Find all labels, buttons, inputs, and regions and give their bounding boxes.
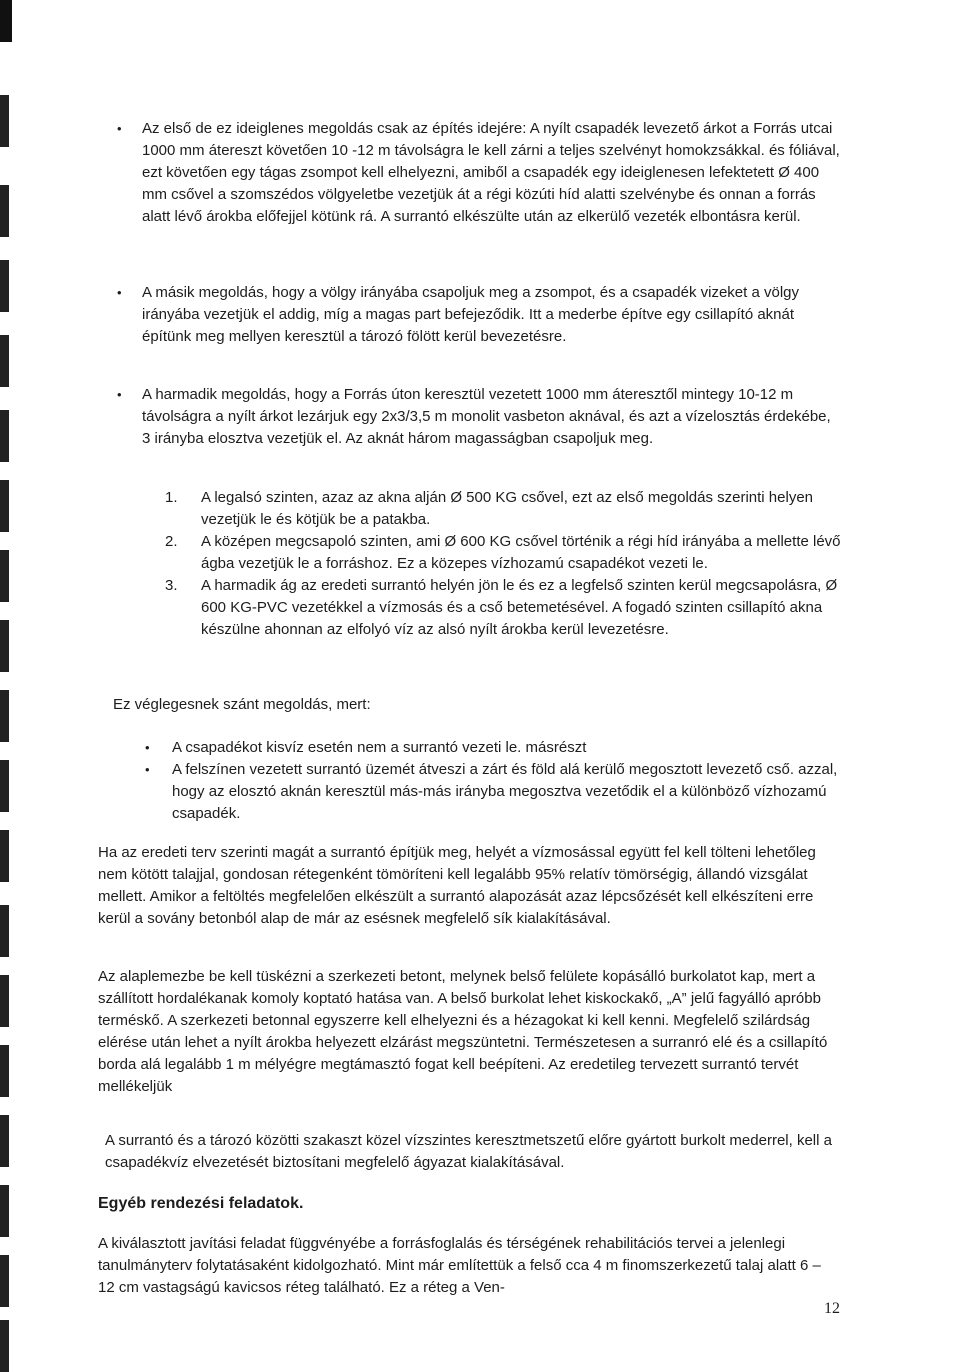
bullet-icon: • <box>145 762 150 777</box>
numbered-item-3 <box>165 575 845 641</box>
binding-mark <box>0 185 9 237</box>
binding-mark <box>0 1185 9 1237</box>
binding-mark <box>0 335 9 387</box>
item-text: A harmadik ág az eredeti surrantó helyén jön le és ez a legfelső szinten kerül megcsapolásra, Ø 600 KG-PVC vezetékkel a vízmosás és a cső betemetésével. A fogadó szinten csillapító akna készülne ahonnan az elfolyó víz az alsó nyílt árokba kerül levezetésre. <box>201 577 838 638</box>
bullet-icon: • <box>117 387 122 402</box>
binding-mark <box>0 1115 9 1167</box>
body-paragraph-4: A kiválasztott javítási feladat függvényébe a forrásfoglalás és térségének rehabilitációs tervei a jelenlegi tanulmányterv folytatásaként kidolgozható. Mint már említettük a felső cca 4 m finomszerkezetű talaj alatt 6 – 12 cm vastagságú kavicsos réteg található. Ez a réteg a Ven- <box>98 1235 821 1296</box>
binding-mark <box>0 830 9 882</box>
binding-mark <box>0 410 9 462</box>
binding-mark <box>0 260 9 312</box>
bullet-icon: • <box>117 285 122 300</box>
binding-mark <box>0 620 9 672</box>
bullet-text: A felszínen vezetett surrantó üzemét átveszi a zárt és föld alá kerülő megosztott levezető cső. azzal, hogy az elosztó aknán keresztül más-más irányba megosztva vezetődik el a különböző vízhozamú csapadék. <box>172 761 838 822</box>
binding-mark <box>0 690 9 742</box>
bullet-icon: • <box>145 740 150 755</box>
bullet-text: A másik megoldás, hogy a völgy irányába csapoljuk meg a zsompot, és a csapadék vizeket a völgy irányába vezetjük el addig, míg a magas part befejeződik. Itt a mederbe építve egy csillapító aknát építünk meg mellyen keresztül a tározó fölött kerül bevezetésre. <box>142 284 800 345</box>
binding-edge <box>0 0 12 1363</box>
numbered-item-2 <box>165 531 845 575</box>
item-number: 1. <box>165 489 178 506</box>
bullet-item-2 <box>117 282 840 348</box>
binding-mark <box>0 1255 9 1307</box>
binding-mark <box>0 975 9 1027</box>
final-intro-text: Ez véglegesnek szánt megoldás, mert: <box>113 696 371 713</box>
binding-mark <box>0 550 9 602</box>
item-text: A középen megcsapoló szinten, ami Ø 600 KG csővel történik a régi híd irányába a mellette lévő ágba vezetjük le a forráshoz. Ez a közepes vízhozamú csapadékot vezeti le. <box>201 533 841 572</box>
binding-mark <box>0 480 9 532</box>
body-paragraph-2: Az alaplemezbe be kell tüskézni a szerkezeti betont, melynek belső felülete kopásálló burkolatot kap, mert a szállított hordalékanak komoly koptató hatása van. A belső burkolat lehet kiskockakő, „A” jelű fagyálló apróbb terméskő. A szerkezeti betonnal egyszerre kell elhelyezni és a hézagokat ki kell kenni. Megfelelő szilárdság elérése után lehet a nyílt árokba helyezett elzárást megszüntetni. Természetesen a surranró elé és a csillapító borda alá legalább 1 m mélyégre megtámasztó fogat kell beépíteni. Az eredetileg tervezett surrantó tervét mellékeljük <box>98 968 828 1095</box>
page-number: 12 <box>824 1300 840 1317</box>
item-number: 3. <box>165 577 178 594</box>
numbered-list <box>165 487 845 641</box>
body-paragraph-1: Ha az eredeti terv szerinti magát a surrantó építjük meg, helyét a vízmosással együtt fel kell tölteni lehetőleg nem kötött talajjal, gondosan rétegenként tömöríteni kell legalább 95% relatív tömörségig, állandó vizsgálat mellett. Amikor a feltöltés megfelelően elkészült a surrantó alapozását azaz lépcsőzését kell elkészíteni erre kerül a sovány betonból alap de már az esésnek megfelelő sík kialakításával. <box>98 844 816 927</box>
section-heading: Egyéb rendezési feladatok. <box>98 1195 304 1212</box>
binding-mark <box>0 905 9 957</box>
body-paragraph-3: A surrantó és a tározó közötti szakaszt közel vízszintes keresztmetszetű előre gyártott burkolt mederrel, kell a csapadékvíz elvezetését biztosítani megfelelő ágyazat kialakításával. <box>105 1132 832 1171</box>
item-text: A legalsó szinten, azaz az akna alján Ø 500 KG csővel, ezt az első megoldás szerinti helyen vezetjük le és kötjük be a patakba. <box>201 489 814 528</box>
binding-mark <box>0 1045 9 1097</box>
bullet-text: A csapadékot kisvíz esetén nem a surrantó vezeti le. másrészt <box>172 739 587 756</box>
bullet-item-3 <box>117 384 840 450</box>
final-bullet-2 <box>145 759 838 825</box>
binding-mark <box>0 95 9 147</box>
item-number: 2. <box>165 533 178 550</box>
binding-mark <box>0 1320 9 1372</box>
bullet-text: A harmadik megoldás, hogy a Forrás úton keresztül vezetett 1000 mm áteresztől mintegy 10-12 m távolságra a nyílt árkot lezárjuk egy 2x3/3,5 m monolit vasbeton aknával, és azt a vízelosztás érdekébe, 3 irányba elosztva vezetjük el. Az aknát három magasságban csapoljuk meg. <box>142 386 831 447</box>
bullet-item-1 <box>117 118 840 228</box>
binding-mark <box>0 760 9 812</box>
numbered-item-1 <box>165 487 845 531</box>
final-bullet-1 <box>145 737 838 759</box>
bullet-text: Az első de ez ideiglenes megoldás csak az építés idejére: A nyílt csapadék levezető árkot a Forrás utcai 1000 mm átereszt követően 10 -12 m távolságra le kell zárni a teljes szelvényt homokzsákkal. és fóliával, ezt követően egy tágas zsompot kell elhelyezni, amiből a csapadék egy ideiglenesen lefektetett Ø 400 mm csővel a szomszédos völgyeletbe vezetjük át a régi közúti híd alatti szelvénybe és onnan a forrás alatt lévő árokba előfejjel kötünk rá. A surrantó elkészülte után az elkerülő vezeték elbontásra kerül. <box>142 120 840 225</box>
bullet-icon: • <box>117 121 122 136</box>
